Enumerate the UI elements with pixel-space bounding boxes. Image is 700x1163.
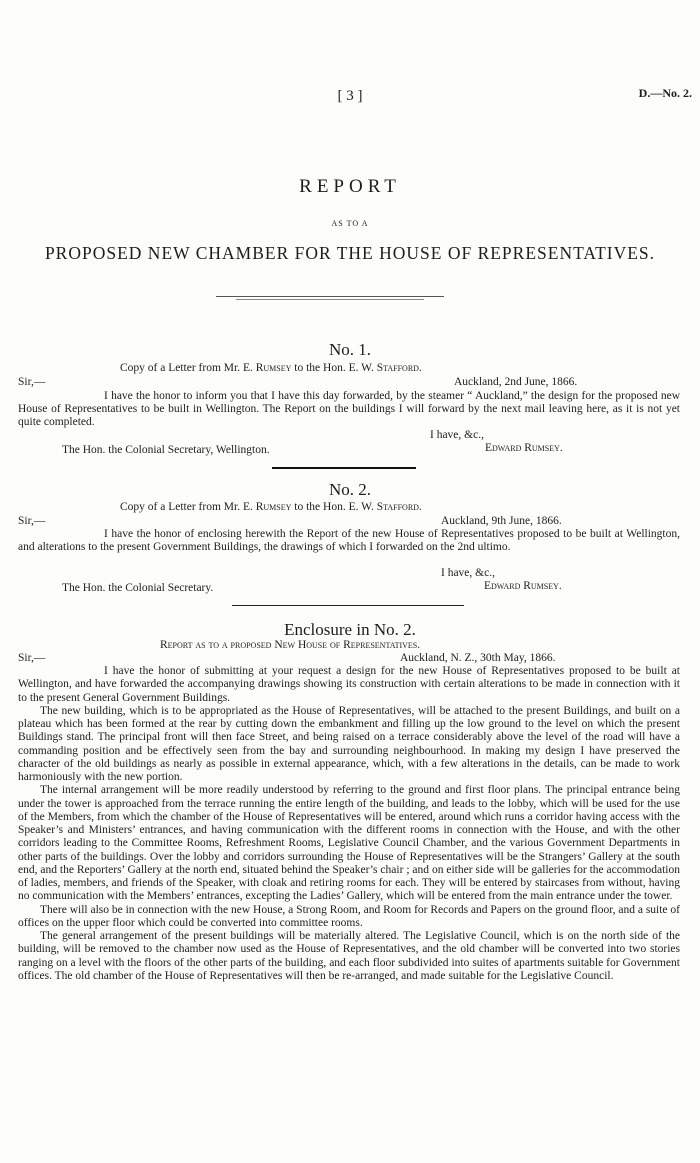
enclosure-paragraph: The general arrangement of the present buildings will be materially altered. The Legislative Council, which is on the north side of the building, will be removed to the chamber now used as the House of Representatives, and the old chamber will be converted into two stories ranging on a level with the floors of the other parts of the building, and each floor subdivided into suites of apartments suitable for Government offices. The old chamber of the House of Representatives will then be re-arranged, and made suitable for the Legislative Council.	[18, 930, 680, 982]
letter2-body-text: I have the honor of enclosing herewith the Report of the new House of Representatives proposed to be built at Wellington, and alterations to the present Government Buildings, the drawings of which I forwarded on the 2nd ultimo.	[18, 528, 680, 553]
letter2-addressee: The Hon. the Colonial Secretary.	[62, 582, 214, 594]
page-number: [ 3 ]	[337, 88, 363, 104]
letter2-number: No. 2.	[328, 480, 372, 499]
letter2-caption	[120, 501, 422, 513]
enclosure-place-date: Auckland, N. Z., 30th May, 1866.	[400, 652, 556, 664]
letter2-caption-recipient: Stafford.	[376, 501, 422, 513]
document-code: D.—No. 2.	[638, 86, 692, 100]
title-divider	[216, 296, 444, 297]
enclosure-paragraph: There will also be in connection with the new House, a Strong Room, and Room for Records and Papers on the ground floor, and a suite of offices on the upper floor which could be converted into committee rooms.	[18, 903, 680, 929]
letter1-salutation: Sir,—	[18, 376, 46, 388]
letter2-caption-mid: to the Hon. E. W.	[291, 501, 377, 513]
enclosure-heading: Enclosure in No. 2.	[284, 620, 416, 639]
letter2-signature: Edward Rumsey.	[484, 580, 562, 592]
letter1-signature: Edward Rumsey.	[485, 442, 563, 454]
letter2-closing: I have, &c.,	[441, 567, 495, 579]
letter1-caption-mid: to the Hon. E. W.	[291, 362, 377, 374]
report-subject: PROPOSED NEW CHAMBER FOR THE HOUSE OF REPRESENTATIVES.	[44, 243, 656, 263]
letter1-number: No. 1.	[328, 340, 372, 359]
report-title: REPORT	[299, 176, 401, 197]
letter2-caption-pre: Copy of a Letter from Mr. E.	[120, 501, 256, 513]
letter2-divider	[232, 605, 464, 606]
letter2-salutation: Sir,—	[18, 515, 46, 527]
letter1-caption-sender: Rumsey	[255, 362, 292, 374]
letter2-body	[18, 528, 680, 554]
enclosure-caption: Report as to a proposed New House of Representatives.	[160, 639, 421, 651]
letter1-caption-recipient: Stafford.	[376, 362, 422, 374]
letter1-body	[18, 390, 680, 429]
letter1-body-text: I have the honor to inform you that I have this day forwarded, by the steamer “ Auckland,” the design for the proposed new House of Representatives to be built in Wellington. The Report on the buildings I will forward by the next mail leaving here, as it is not yet quite completed.	[18, 390, 680, 428]
letter1-closing: I have, &c.,	[430, 429, 484, 441]
letter2-caption-sender: Rumsey	[255, 501, 292, 513]
letter2-place-date: Auckland, 9th June, 1866.	[441, 515, 562, 527]
report-as-to: AS TO A	[331, 219, 369, 228]
enclosure-salutation: Sir,—	[18, 652, 46, 664]
enclosure-paragraph: I have the honor of submitting at your request a design for the new House of Representatives proposed to be built at Wellington, and have forwarded the accompanying drawings showing its construction with certain alterations to be made in connection with it to the present General Government Buildings.	[18, 665, 680, 704]
letter1-divider	[272, 467, 416, 469]
letter1-caption-pre: Copy of a Letter from Mr. E.	[120, 362, 256, 374]
letter1-place-date: Auckland, 2nd June, 1866.	[454, 376, 578, 388]
enclosure-paragraph: The internal arrangement will be more readily understood by referring to the ground and first floor plans. The principal entrance being under the tower is approached from the terrace running the entire length of the building, and leads to the lobby, which will be used for the use of the Members, from which the chamber of the House of Representatives will be entered, around which runs a corridor having access with the Speaker’s and Ministers’ entrances, and having communication with the different rooms in connection with the House, and with the other corridors leading to the Committee Rooms, Refreshment Rooms, Legislative Council Chamber, and the various Government Departments in other parts of the buildings. Over the lobby and corridors surrounding the House of Representatives will be the Strangers’ Gallery at the south end, and the Reporters’ Gallery at the north end, situated behind the Speaker’s chair ; and on either side will be galleries for the accommodation of ladies, members, and friends of the Speaker, with cloak and retiring rooms for each. They will be entered by staircases from without, having no communication with the Members’ entrances, excepting the Ladies’ Gallery, which will be entered from the main entrance under the tower.	[18, 784, 680, 903]
enclosure-body	[18, 665, 680, 983]
letter1-addressee: The Hon. the Colonial Secretary, Wellington.	[62, 444, 270, 456]
title-divider-thin	[236, 299, 424, 300]
letter1-caption	[120, 362, 422, 374]
enclosure-paragraph: The new building, which is to be appropriated as the House of Representatives, will be attached to the present Buildings, and built on a plateau which has been formed at the rear by cutting down the embankment and filling up the low ground to the level on which the present Buildings stand. The principal front will then face Street, and being raised on a terrace considerably above the level of the road will have a commanding position and be effectively seen from the bay and surrounding neighbourhood. In making my design I have preserved the character of the old buildings as nearly as possible in external appearance, which, with a few alterations in the details, can be made to work harmoniously with the new portion.	[18, 704, 680, 783]
